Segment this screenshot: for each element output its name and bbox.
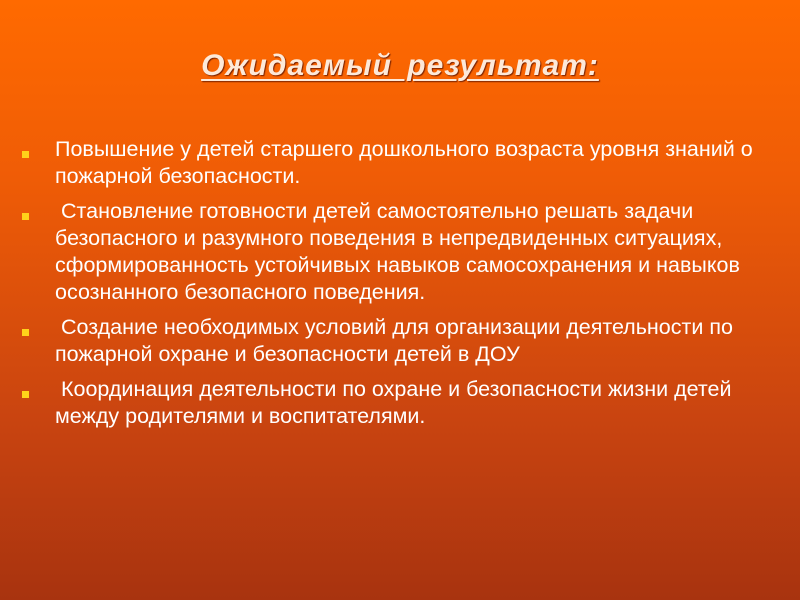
slide-title: Ожидаемый результат: bbox=[201, 49, 599, 82]
bullet-item bbox=[22, 198, 792, 306]
square-bullet-icon bbox=[22, 329, 29, 336]
bullet-item bbox=[22, 136, 792, 190]
bullet-text: Создание необходимых условий для организации деятельности по пожарной охране и безопасности детей в ДОУ bbox=[55, 315, 739, 366]
bullet-item bbox=[22, 314, 792, 368]
bullet-text: Становление готовности детей самостоятельно решать задачи безопасного и разумного поведения в непредвиденных ситуациях, сформированность устойчивых навыков самосохранения и навыков осознанного безопасного поведения. bbox=[55, 199, 746, 304]
square-bullet-icon bbox=[22, 391, 29, 398]
square-bullet-icon bbox=[22, 213, 29, 220]
bullet-list bbox=[22, 136, 792, 438]
bullet-item bbox=[22, 376, 792, 430]
bullet-text: Координация деятельности по охране и безопасности жизни детей между родителями и воспитателями. bbox=[55, 377, 738, 428]
square-bullet-icon bbox=[22, 151, 29, 158]
bullet-text: Повышение у детей старшего дошкольного возраста уровня знаний о пожарной безопасности. bbox=[55, 137, 753, 188]
